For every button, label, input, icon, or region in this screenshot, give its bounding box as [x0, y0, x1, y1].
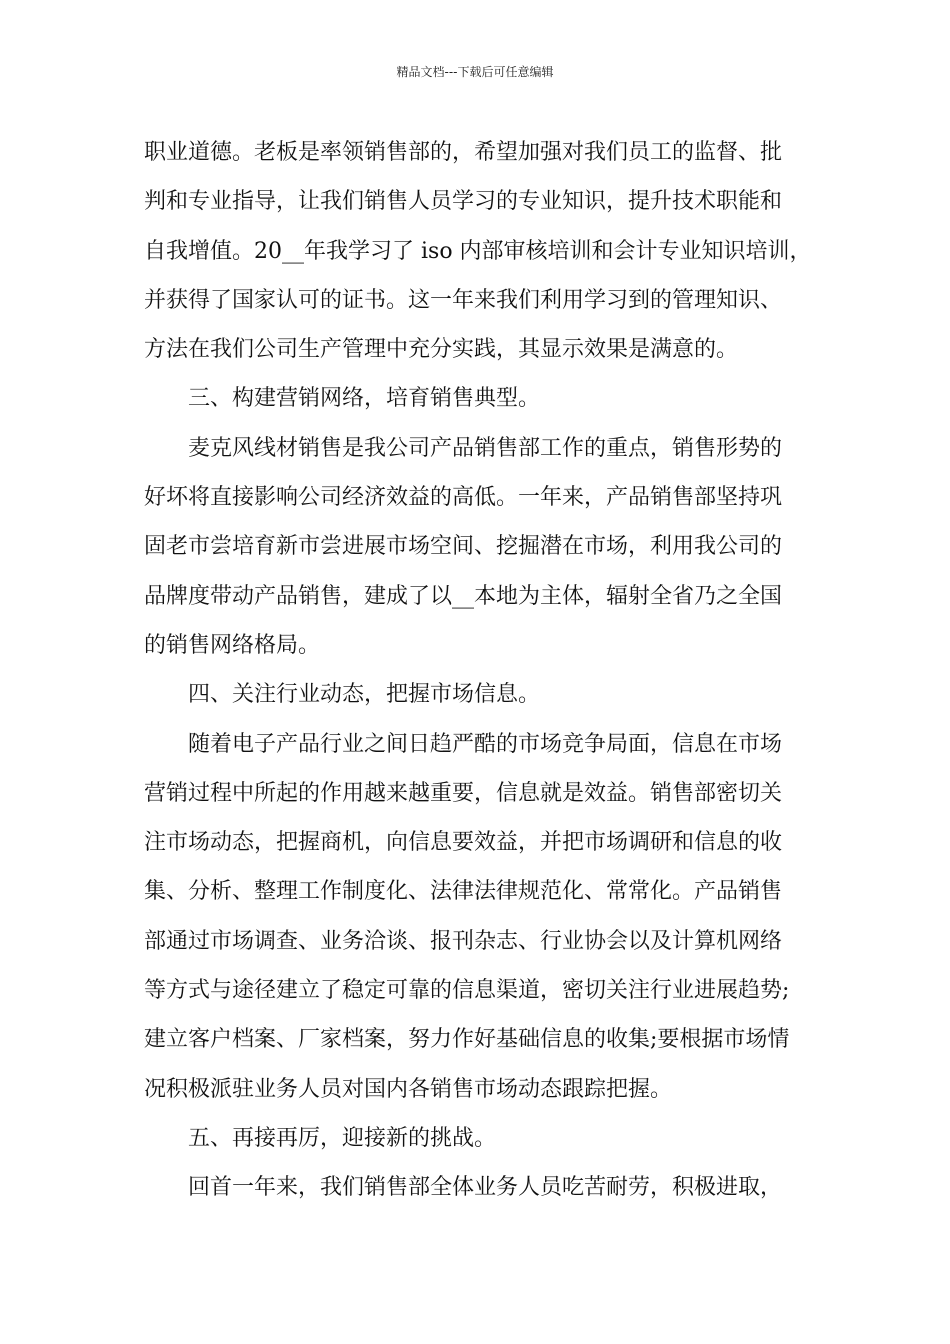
- text-line: 职业道德。老板是率领销售部的，希望加强对我们员工的监督、批: [144, 140, 783, 165]
- text-line: 品牌度带动产品销售，建成了以__本地为主体，辐射全省乃之全国: [144, 583, 783, 609]
- text-line: 的销售网络格局。: [144, 632, 321, 658]
- text-line: 方法在我们公司生产管理中充分实践，其显示效果是满意的。: [144, 337, 739, 363]
- text-line: 好坏将直接影响公司经济效益的高低。一年来，产品销售部坚持巩: [144, 485, 783, 511]
- text-line: 回首一年来，我们销售部全体业务人员吃苦耐劳，积极进取，: [188, 1175, 783, 1201]
- text-line: 并获得了国家认可的证书。这一年来我们利用学习到的管理知识、: [144, 287, 783, 313]
- text-line: 麦克风线材销售是我公司产品销售部工作的重点，销售形势的: [188, 435, 783, 461]
- text-line: 注市场动态，把握商机，向信息要效益，并把市场调研和信息的收: [144, 830, 783, 856]
- text-line: 营销过程中所起的作用越来越重要，信息就是效益。销售部密切关: [144, 780, 783, 806]
- text-line: 等方式与途径建立了稳定可靠的信息渠道，密切关注行业进展趋势;: [144, 978, 790, 1004]
- text-line: 判和专业指导，让我们销售人员学习的专业知识，提升技术职能和: [144, 189, 783, 215]
- text-line: 建立客户档案、厂家档案，努力作好基础信息的收集;要根据市场情: [144, 1027, 790, 1053]
- text-line: 集、分析、整理工作制度化、法律法律规范化、常常化。产品销售: [144, 879, 783, 905]
- text-line: 部通过市场调查、业务洽谈、报刊杂志、行业协会以及计算机网络: [144, 928, 783, 954]
- text-line: 况积极派驻业务人员对国内各销售市场动态跟踪把握。: [144, 1076, 673, 1102]
- text-line: 五、再接再厉，迎接新的挑战。: [188, 1125, 497, 1151]
- text-line: 固老市尝培育新市尝进展市场空间、挖掘潜在市场，利用我公司的: [144, 534, 783, 560]
- document-body: [144, 128, 834, 1213]
- text-line: 自我增值。20__年我学习了 iso 内部审核培训和会计专业知识培训，: [144, 238, 812, 264]
- text-line: 三、构建营销网络，培育销售典型。: [188, 386, 541, 412]
- page-header: 精品文档---下载后可任意编辑: [396, 65, 554, 79]
- text-line: 四、关注行业动态，把握市场信息。: [188, 682, 541, 708]
- text-line: 随着电子产品行业之间日趋严酷的市场竞争局面，信息在市场: [188, 731, 783, 757]
